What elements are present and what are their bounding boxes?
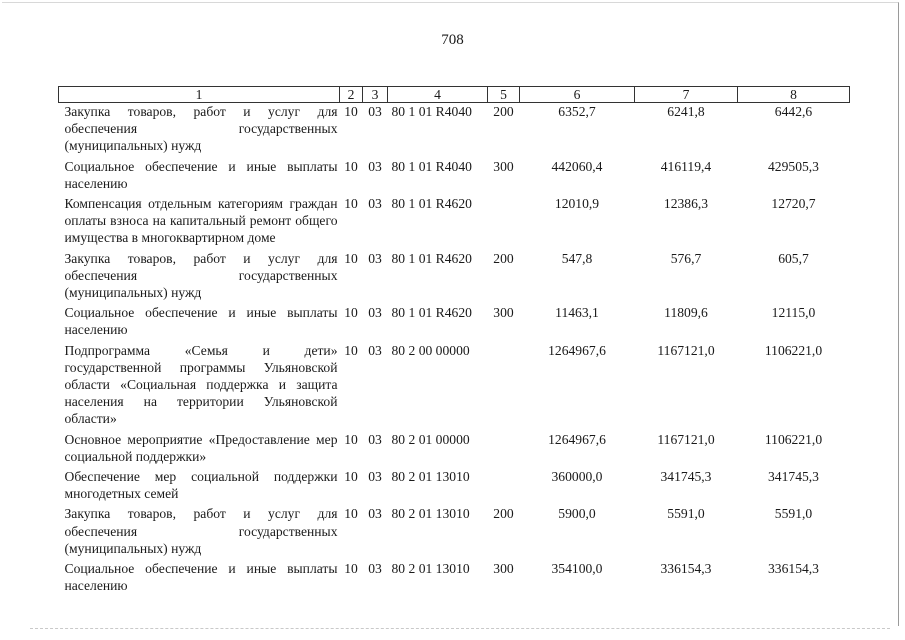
subsection-code-cell: 03: [368, 431, 382, 447]
target-article-cell: 80 2 01 13010: [391, 561, 470, 577]
section-code-cell: 10: [344, 305, 358, 321]
expense-type-cell: [488, 431, 520, 468]
section-code-cell: 10: [344, 104, 358, 119]
amount-cell-col6: 1264967,6: [548, 342, 606, 358]
amount-cell-col6: 547,8: [561, 250, 593, 266]
amount-cell-col6: 5900,0: [558, 506, 596, 522]
expense-type-cell: [488, 342, 520, 431]
column-header: 1: [59, 87, 340, 103]
target-article-cell: 80 2 01 13010: [391, 469, 470, 485]
subsection-code-cell: 03: [368, 506, 382, 522]
amount-cell-col8: 1106221,0: [764, 342, 823, 358]
header-row: [59, 87, 850, 103]
table-row: [59, 560, 850, 597]
subsection-code-cell: 03: [368, 196, 382, 212]
section-code-cell: 10: [344, 561, 358, 577]
table-row: [59, 468, 850, 505]
amount-cell-col7: 1167121,0: [657, 342, 715, 358]
column-header: 5: [488, 87, 520, 103]
amount-cell-col8: 336154,3: [768, 561, 819, 577]
amount-cell-col7: 5591,0: [667, 506, 705, 522]
amount-cell-col8: 1106221,0: [764, 431, 823, 447]
table-row: [59, 195, 850, 250]
amount-cell-col6: 360000,0: [551, 469, 603, 485]
subsection-code-cell: 03: [368, 104, 382, 119]
table-row: [59, 505, 850, 560]
page-bottom-edge: [30, 628, 890, 629]
row-name-cell: Социальное обеспечение и иные выплаты населению: [64, 561, 338, 594]
amount-cell-col6: 442060,4: [551, 158, 603, 174]
amount-cell-col7: 6241,8: [667, 104, 705, 119]
amount-cell-col6: 354100,0: [551, 561, 603, 577]
section-code-cell: 10: [344, 158, 358, 174]
table-row: [59, 304, 850, 341]
amount-cell-col8: 429505,3: [768, 158, 819, 174]
row-name-cell: Обеспечение мер социальной поддержки многодетных семей: [64, 469, 338, 502]
expense-type-cell: 300: [493, 158, 514, 174]
row-name-cell: Подпрограмма «Семья и дети» государственной программы Ульяновской области «Социальная поддержка и защита населения на территории Ульяновской области»: [64, 342, 338, 427]
amount-cell-col6: 6352,7: [558, 104, 596, 119]
amount-cell-col8: 5591,0: [774, 506, 813, 522]
amount-cell-col6: 12010,9: [554, 196, 600, 212]
target-article-cell: 80 1 01 R4040: [391, 104, 472, 119]
budget-table: [58, 86, 850, 597]
target-article-cell: 80 1 01 R4620: [391, 305, 472, 321]
expense-type-cell: 300: [493, 305, 514, 321]
target-article-cell: 80 1 01 R4620: [391, 196, 472, 212]
subsection-code-cell: 03: [368, 250, 382, 266]
subsection-code-cell: 03: [368, 158, 382, 174]
amount-cell-col8: 12720,7: [771, 196, 816, 212]
section-code-cell: 10: [344, 196, 358, 212]
target-article-cell: 80 2 00 00000: [391, 342, 470, 358]
table-row: [59, 158, 850, 195]
amount-cell-col7: 576,7: [670, 250, 702, 266]
amount-cell-col7: 341745,3: [660, 469, 712, 485]
section-code-cell: 10: [344, 506, 358, 522]
row-name-cell: Основное мероприятие «Предоставление мер социальной поддержки»: [64, 431, 338, 464]
amount-cell-col7: 416119,4: [660, 158, 712, 174]
column-header: 7: [635, 87, 738, 103]
target-article-cell: 80 2 01 13010: [391, 506, 470, 522]
expense-type-cell: [488, 468, 520, 505]
amount-cell-col7: 12386,3: [663, 196, 709, 212]
row-name-cell: Компенсация отдельным категориям граждан оплаты взноса на капитальный ремонт общего имущества в многоквартирном доме: [64, 196, 338, 246]
expense-type-cell: 200: [493, 104, 514, 119]
page-number: 708: [441, 32, 464, 48]
row-name-cell: Закупка товаров, работ и услуг для обеспечения государственных (муниципальных) нужд: [64, 104, 338, 154]
expense-type-cell: 200: [493, 250, 514, 266]
expense-type-cell: 300: [493, 561, 514, 577]
table-row: [59, 342, 850, 431]
row-name-cell: Социальное обеспечение и иные выплаты населению: [64, 158, 338, 191]
amount-cell-col7: 1167121,0: [657, 431, 715, 447]
table-row: [59, 103, 850, 158]
subsection-code-cell: 03: [368, 342, 382, 358]
amount-cell-col6: 1264967,6: [548, 431, 606, 447]
subsection-code-cell: 03: [368, 469, 382, 485]
amount-cell-col8: 6442,6: [774, 104, 813, 119]
expense-type-cell: 200: [493, 506, 514, 522]
amount-cell-col8: 341745,3: [768, 469, 819, 485]
column-header: 3: [363, 87, 388, 103]
target-article-cell: 80 1 01 R4620: [391, 250, 472, 266]
column-header: 8: [738, 87, 850, 103]
table-row: [59, 250, 850, 305]
table-row: [59, 431, 850, 468]
row-name-cell: Закупка товаров, работ и услуг для обеспечения государственных (муниципальных) нужд: [64, 250, 338, 301]
section-code-cell: 10: [344, 250, 358, 266]
row-name-cell: Закупка товаров, работ и услуг для обеспечения государственных (муниципальных) нужд: [64, 506, 338, 556]
amount-cell-col7: 336154,3: [660, 561, 712, 577]
column-header: 6: [520, 87, 635, 103]
column-header: 2: [340, 87, 363, 103]
target-article-cell: 80 1 01 R4040: [391, 158, 472, 174]
expense-type-cell: [488, 195, 520, 250]
amount-cell-col8: 12115,0: [771, 305, 816, 321]
subsection-code-cell: 03: [368, 561, 382, 577]
subsection-code-cell: 03: [368, 305, 382, 321]
target-article-cell: 80 2 01 00000: [391, 431, 470, 447]
section-code-cell: 10: [344, 469, 358, 485]
amount-cell-col8: 605,7: [778, 250, 809, 266]
row-name-cell: Социальное обеспечение и иные выплаты населению: [64, 305, 338, 338]
amount-cell-col6: 11463,1: [555, 305, 599, 321]
section-code-cell: 10: [344, 342, 358, 358]
column-header: 4: [388, 87, 488, 103]
section-code-cell: 10: [344, 431, 358, 447]
amount-cell-col7: 11809,6: [664, 305, 708, 321]
